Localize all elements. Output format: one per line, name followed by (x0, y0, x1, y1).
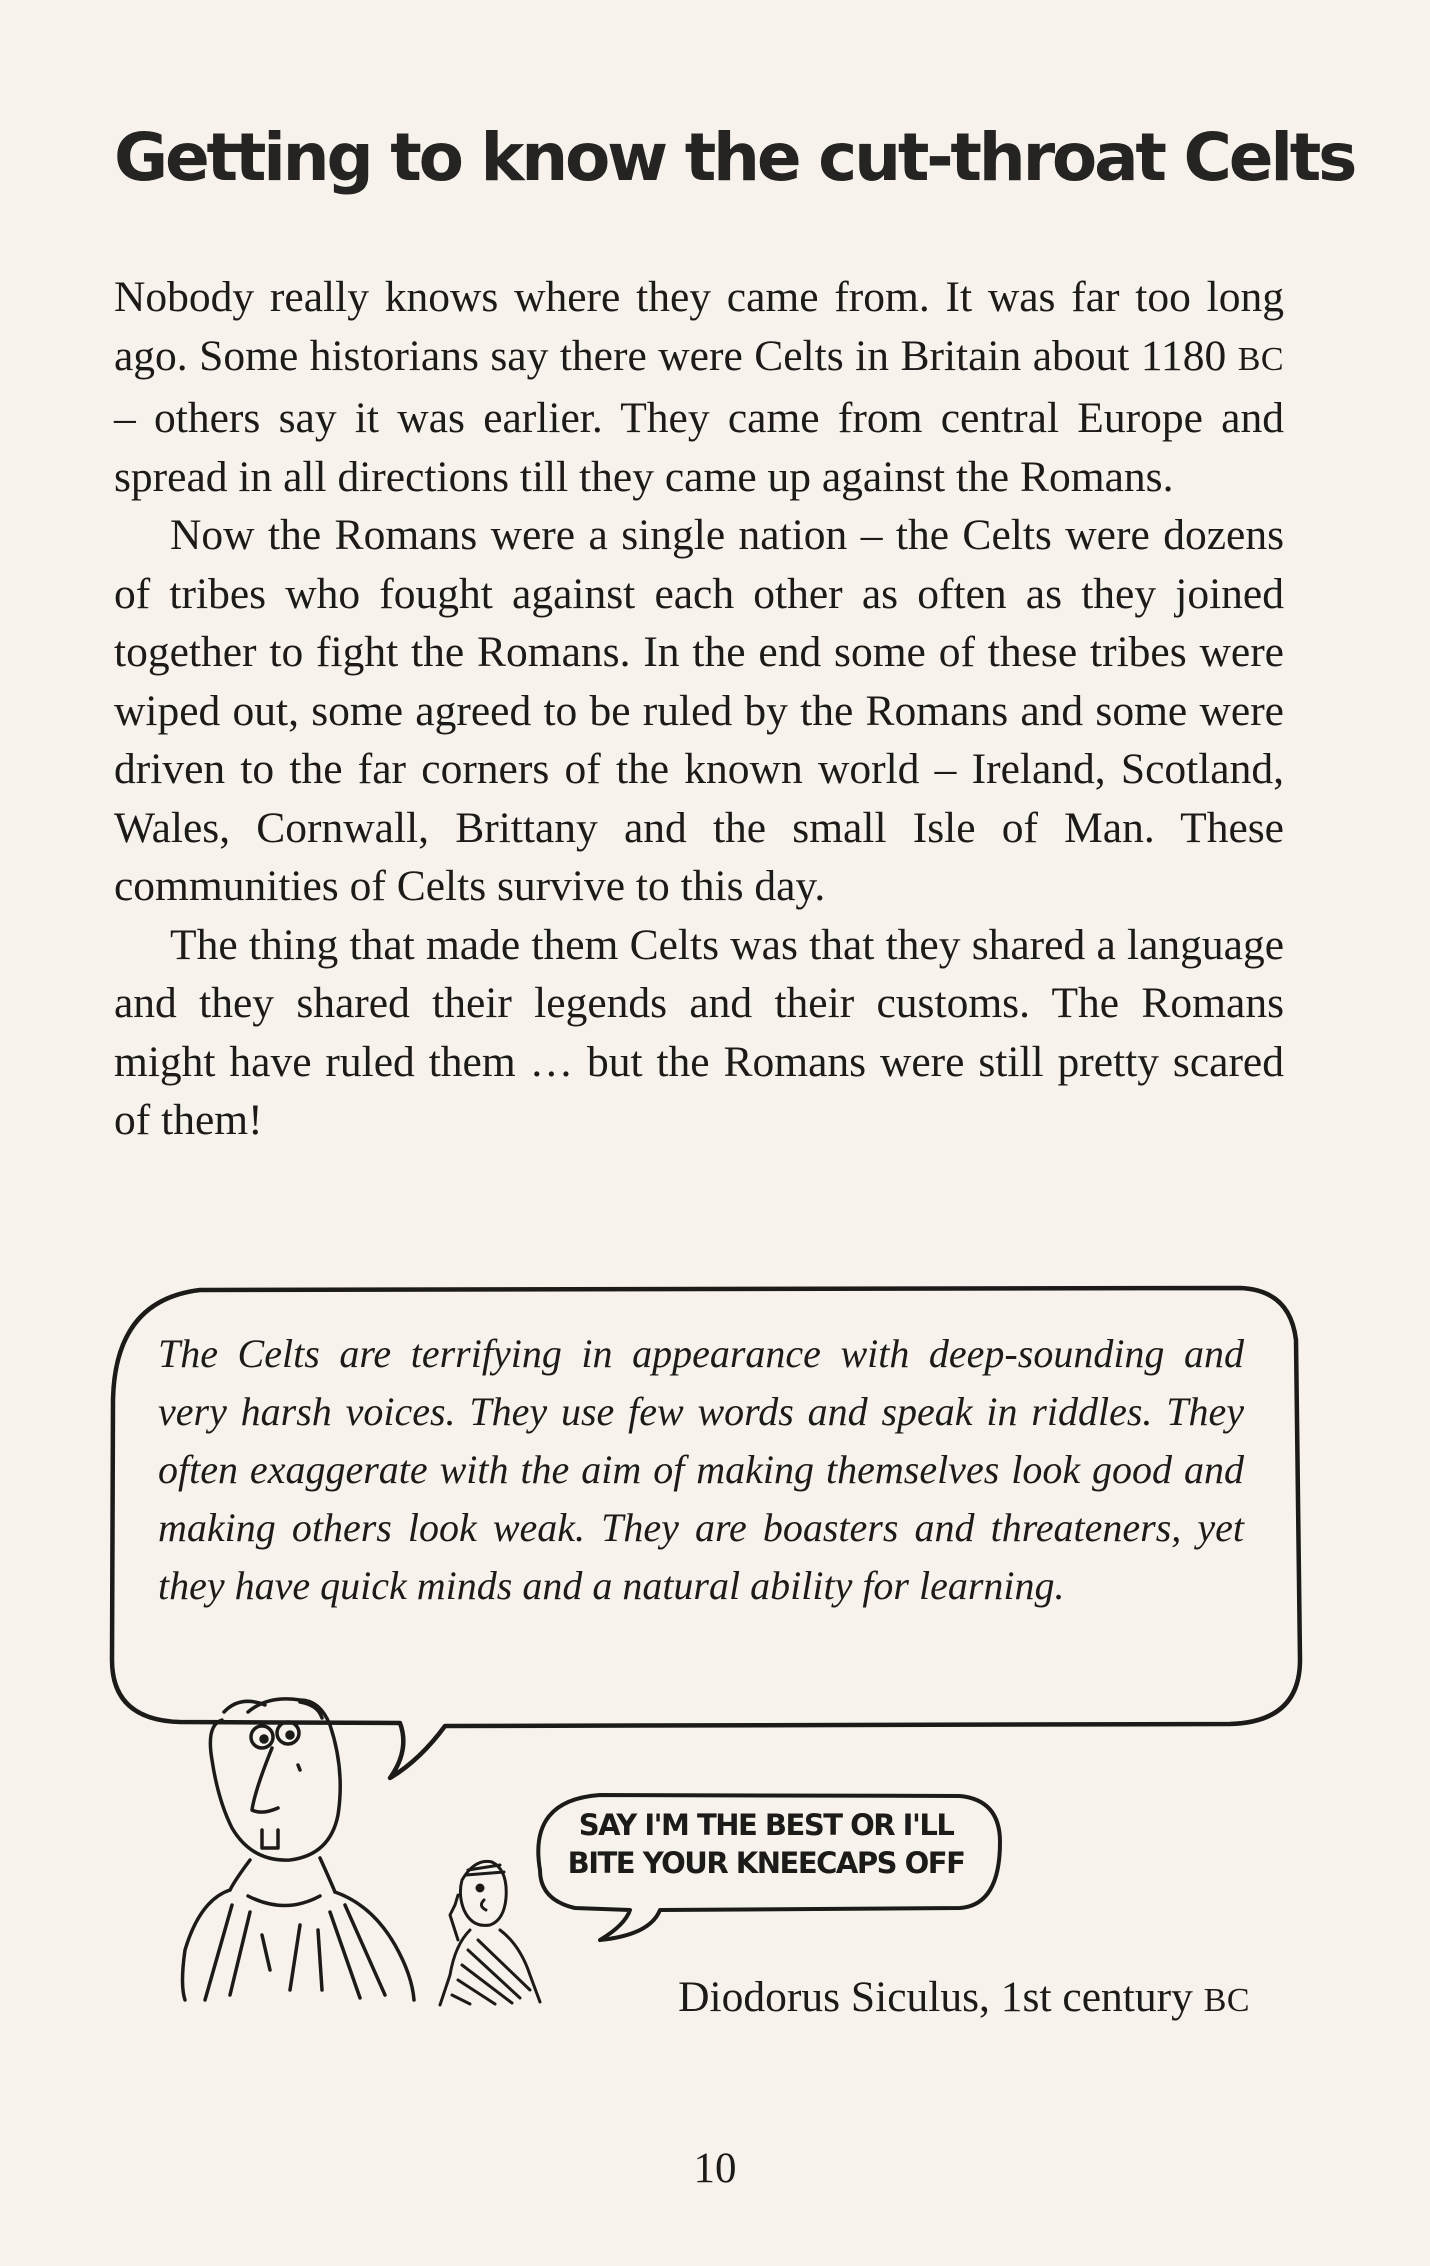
roman-figure (183, 1699, 415, 2000)
paragraph-1-start: Nobody really knows where they came from. It was far too long ago. Some historians say there were Celts in Britain about 1180 (114, 273, 1284, 380)
celt-speech (546, 1806, 986, 1882)
attribution-era: BC (1203, 1982, 1250, 2019)
page-title: Getting to know the cut-throat Celts (114, 119, 1355, 196)
celt-speech-line-2: BITE YOUR KNEECAPS OFF (567, 1846, 965, 1880)
body-text (114, 268, 1284, 1150)
quote-attribution (590, 1968, 1250, 2030)
celt-figure (440, 1861, 540, 2005)
attribution-name: Diodorus Siculus, 1st century (678, 1973, 1204, 2021)
diodorus-quote: The Celts are terrifying in appearance with deep-sounding and very harsh voices. They use few words and speak in riddles. They often exaggerate with the aim of making themselves look good and making others look weak. They are boasters and threateners, yet they have quick minds and a natural ability for learning. (158, 1331, 1244, 1608)
era-label: BC (1237, 340, 1284, 378)
celt-speech-line-1: SAY I'M THE BEST OR I'LL (578, 1808, 954, 1842)
paragraph-3: The thing that made them Celts was that they shared a language and they shared their legends and their customs. The Romans might have ruled them … but the Romans were still pretty scared of them! (114, 920, 1284, 1144)
paragraph-2: Now the Romans were a single nation – the Celts were dozens of tribes who fought against each other as often as they joined together to fight the Romans. In the end some of these tribes were wiped out, some agreed to be ruled by the Romans and some were driven to the far corners of the known world – Ireland, Scotland, Wales, Cornwall, Brittany and the small Isle of Man. These communities of Celts survive to this day. (114, 511, 1284, 910)
page-number: 10 (693, 2145, 737, 2192)
paragraph-1 (114, 268, 1284, 506)
paragraph-1-end: – others say it was earlier. They came from central Europe and spread in all directions till they came up against the Romans. (114, 394, 1284, 501)
